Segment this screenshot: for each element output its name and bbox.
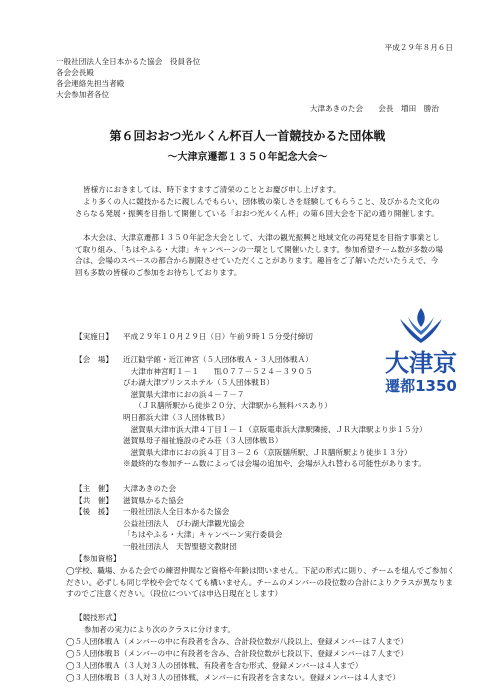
wave-emblem-icon [380,305,462,345]
recipient-line: 各会連絡先担当者殿 [56,79,125,88]
format-item: ◯３人団体戦Ａ（３人対３人の団体戦、有段者を含む形式、登録メンバーは４人まで） [66,661,363,670]
venue-line: 滋賀県大津市におの浜４－７－７ [123,389,245,399]
sponsor-name: 公益社団法人 びわ湖大津観光協会 [123,518,245,528]
sender-line: 大津あきのた会 会長 増田 勝治 [309,104,439,113]
organizer-label: 【主 催】 [75,484,113,493]
sponsor-name: 一般社団法人 天智聖徳文教財団 [123,541,237,551]
recipient-line: 一般社団法人全日本かるた協会 役員各位 [56,57,201,66]
venue-line: 滋賀県母子福祉施設のぞみ荘（３人団体戦Ｂ） [123,436,283,446]
format-heading: 【競技形式】 [75,613,121,622]
cohost-label: 【共 催】 [75,495,113,505]
eligibility-heading: 【参加資格】 [75,554,121,563]
intro-paragraph: 皆様方におきましては、時下ますますご清栄のこととお慶び申し上げます。 [83,185,341,194]
intro-paragraph: 本大会は、大津京遷都１３５０年記念大会として、大津の観光振興と地域文化の再発見を目指す事業として取り組み、「ちはやふる・大津」キャンペーンの一環として開催いたします。参加希望チーム数が多数の場合は、会場のスペースの都合から制限させていただくことがあります。趣旨をご了解いただいたうえで、今回も多数の皆様のご参加をお待ちしております。 [75,233,443,277]
eligibility-text: ◯学校、職場、かるた会での練習仲間など資格や年齢は問いません。下記の形式に則り、チームを組んでご参加ください。必ずしも同じ学校や会でなくても構いません。チームのメンバーの段位数の合計によりクラスが異なりますのでご注意ください。（段位については申込日現在とします） [66,566,455,599]
sponsor-label: 【後 援】 [75,507,113,517]
intro-paragraph: より多くの人に競技かるたに親しんでもらい、団体戦の楽しさを経験してもらうこと、及びかるた文化のさらなる発展・振興を目指して開催している「おおつ光ルくん杯」の第６回大会を下記の通り開催します。 [75,197,440,218]
cohost-name: 滋賀県かるた協会 [123,495,184,505]
venue-line: 大津市神宮町１－１ ℡０７７－５２４－３９０５ [123,366,313,376]
sponsor-name: 一般社団法人全日本かるた協会 [123,507,230,517]
recipient-line: 各会会長殿 [56,68,94,77]
event-details [75,331,313,343]
sponsor-name: 「ちはやふる・大津」キャンペーン実行委員会 [123,530,283,540]
organizers-section [75,483,282,553]
date-value: 平成２９年１０月２９日（日）午前９時１５分受付締切 [123,332,313,341]
venue-label: 【会 場】 [75,355,113,364]
venue-line: 近江勧学館・近江神宮（５人団体戦Ａ・３人団体戦Ａ） [123,355,313,364]
logo-sub-text: 遷都1350 [385,377,457,395]
format-item: ◯５人団体戦Ｂ（メンバーの中に有段者を含み、合計段位数が七段以下、登録メンバーは７人まで） [66,649,409,658]
venue-section [75,354,427,470]
venue-line: 滋賀県大津市浜大津４丁目１－１（京阪電車浜大津駅隣接、ＪＲ大津駅より歩１５分） [123,424,427,434]
organizer-name: 大津あきのた会 [123,484,177,493]
document-title: 第６回おおつ光ルくん杯百人一首競技かるた団体戦 [109,129,386,143]
document-date: 平成２９年８月６日 [384,43,453,52]
format-item: ◯３人団体戦Ｂ（３人対３人の団体戦、メンバーに有段者を含まない。登録メンバーは４人まで） [66,673,400,682]
logo-main-text: 大津京 [385,349,457,377]
venue-line: 明日都浜大津（３人団体戦Ｂ） [123,412,230,422]
format-intro: 参加者の実力により次のクラスに分けます。 [84,625,236,634]
document-subtitle: ～大津京遷都１３５０年記念大会～ [167,152,328,163]
venue-note: ※最終的な参加チーム数によっては会場の追加や、会場が入れ替わる可能性があります。 [123,459,426,469]
recipient-line: 大会参加者各位 [56,90,110,99]
date-label: 【実施日】 [75,332,113,341]
format-item: ◯５人団体戦Ａ（メンバーの中に有段者を含み、合計段位数が八段以上、登録メンバーは７人まで） [66,637,409,646]
venue-line: びわ湖大津プリンスホテル（５人団体戦Ｂ） [123,378,274,388]
venue-line: （ＪＲ膳所駅から徒歩２０分、大津駅から無料バスあり） [123,401,332,411]
date-row [75,331,313,343]
venue-line: 滋賀県大津市におの浜４丁目３－２６（京阪膳所駅、ＪＲ膳所駅より徒歩１３分） [123,447,412,457]
